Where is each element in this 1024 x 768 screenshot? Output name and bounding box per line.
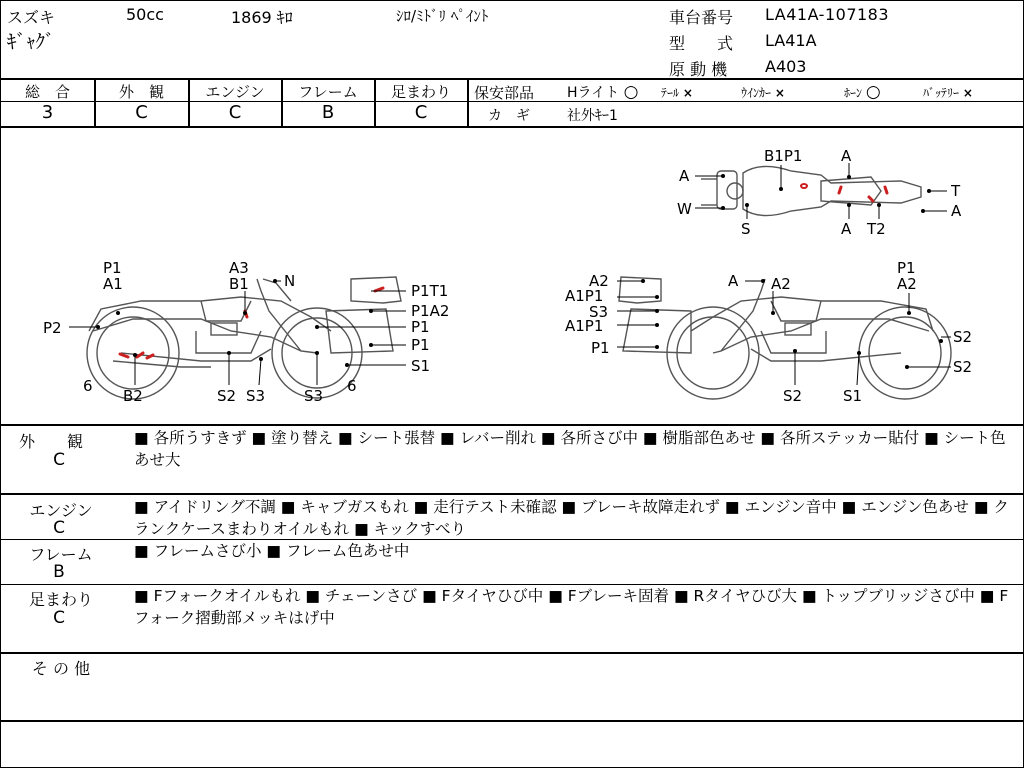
divider <box>1 720 1023 722</box>
divider <box>1 78 1023 80</box>
label-s2-right-a: S2 <box>953 328 973 346</box>
safety-item-battery: ﾊﾞｯﾃﾘｰ × <box>923 86 973 100</box>
label-a-top-4: A <box>951 202 962 220</box>
pointer-dots <box>96 174 943 369</box>
top-view-bike-outline <box>701 166 921 215</box>
label-p1-right-top: P1 <box>897 259 916 277</box>
section-frame-grade: B <box>53 562 65 582</box>
maker: スズキ <box>7 8 56 27</box>
safety-item-horn: ﾎｰﾝ ○ <box>844 82 881 102</box>
section-frame-text: ■ フレームさび小 ■ フレーム色あせ中 <box>134 542 410 560</box>
divider <box>467 101 1023 102</box>
label-p1-left-a: P1 <box>411 318 430 336</box>
exterior-score: C <box>135 102 148 123</box>
frame-number-label: 車台番号 <box>669 8 734 27</box>
label-6-right: 6 <box>347 377 357 395</box>
label-s2-right-c: S2 <box>783 387 803 405</box>
label-a2-right-top: A2 <box>897 275 917 293</box>
ok-mark-icon: ○ <box>865 82 881 102</box>
divider <box>1 424 1023 426</box>
section-suspension-label: 足まわり <box>28 590 93 609</box>
label-b2: B2 <box>123 387 143 405</box>
label-n: N <box>284 272 296 290</box>
label-p1-left: P1 <box>103 259 122 277</box>
label-b1-left: B1 <box>229 275 249 293</box>
section-suspension-grade: C <box>53 608 65 628</box>
mileage: 1869 ｷﾛ <box>231 8 293 27</box>
engine-score: C <box>228 102 242 123</box>
label-w-top: W <box>677 200 692 218</box>
displacement: 50cc <box>126 5 164 24</box>
safety-item-headlight: Hライト ○ <box>567 82 639 102</box>
label-6-left: 6 <box>83 377 93 395</box>
overall-score-label: 総 合 <box>24 83 70 101</box>
engine-score-label: エンジン <box>205 83 265 101</box>
label-a1p1-right-a: A1P1 <box>565 287 604 305</box>
divider <box>1 652 1023 654</box>
label-s2-left: S2 <box>217 387 237 405</box>
label-a1p1-right-b: A1P1 <box>565 317 604 335</box>
paint: ｼﾛ/ﾐﾄﾞﾘ ﾍﾟｲﾝﾄ <box>396 7 489 25</box>
label-a1-left: A1 <box>103 275 123 293</box>
label-a2-right-b: A2 <box>771 275 791 293</box>
label-a3: A3 <box>229 259 249 277</box>
label-p1-right: P1 <box>591 339 610 357</box>
label-p2: P2 <box>43 319 62 337</box>
key-value: 社外ｷｰ1 <box>567 108 618 124</box>
label-b1p1-top: B1P1 <box>764 147 803 165</box>
label-s3-right: S3 <box>589 303 609 321</box>
engine-value: A403 <box>765 57 807 76</box>
safety-item-tail: ﾃｰﾙ × <box>661 86 693 100</box>
suspension-score: C <box>414 102 428 123</box>
label-a2-right: A2 <box>589 272 609 290</box>
label-a-right: A <box>728 272 739 290</box>
type-label: 型 式 <box>669 34 734 53</box>
section-frame-label: フレーム <box>29 545 93 564</box>
key-label: カ ギ <box>488 108 530 124</box>
section-engine-text: ■ アイドリング不調 ■ キャブガスもれ ■ 走行テスト未確認 ■ ブレーキ故障走れず ■ エンジン音中 ■ エンジン色あせ ■ クランクケースまわりオイルもれ ■ キックすべり <box>134 498 1009 538</box>
ng-mark-icon: × <box>682 86 693 100</box>
frame-number: LA41A-107183 <box>765 5 890 24</box>
ok-mark-icon: ○ <box>623 82 639 102</box>
exterior-score-label: 外 観 <box>118 83 164 101</box>
divider <box>1 493 1023 495</box>
label-s1-left: S1 <box>411 357 431 375</box>
frame-score-label: フレーム <box>298 83 358 101</box>
pointer-lines <box>69 163 951 385</box>
section-engine-label: エンジン <box>29 501 93 520</box>
suspension-score-label: 足まわり <box>390 83 451 101</box>
type-value: LA41A <box>765 31 817 50</box>
label-s1-right: S1 <box>843 387 863 405</box>
label-a-top-2: A <box>679 167 690 185</box>
label-a-top-3: A <box>841 220 852 238</box>
label-s-top: S <box>741 220 751 238</box>
label-p1-left-b: P1 <box>411 336 430 354</box>
ng-mark-icon: × <box>774 86 785 100</box>
label-s2-right-b: S2 <box>953 358 973 376</box>
section-exterior-label: 外 観 <box>18 432 83 451</box>
section-exterior-text: ■ 各所うすきず ■ 塗り替え ■ シート張替 ■ レバー削れ ■ 各所さび中 ■ 樹脂部色あせ ■ 各所ステッカー貼付 ■ シート色あせ大 <box>134 429 1006 469</box>
safety-label: 保安部品 <box>474 84 535 102</box>
bike-damage-diagram <box>1 128 1023 424</box>
section-suspension-text: ■ Fフォークオイルもれ ■ チェーンさび ■ Fタイヤひび中 ■ Fブレーキ固着 ■ Rタイヤひび大 ■ トップブリッジさび中 ■ Fフォーク摺動部メッキはげ中 <box>134 587 1009 627</box>
section-exterior-grade: C <box>53 450 65 470</box>
section-other-label: そ の 他 <box>31 659 91 678</box>
label-p1a2-left: P1A2 <box>411 302 450 320</box>
label-s3-left-b: S3 <box>304 387 324 405</box>
engine-label: 原 動 機 <box>669 60 728 79</box>
frame-score: B <box>321 102 335 123</box>
divider <box>467 78 469 126</box>
safety-item-winker: ｳｲﾝｶｰ × <box>741 86 785 100</box>
label-t2-top: T2 <box>867 220 886 238</box>
model-name: ｷﾞｬｸﾞ <box>7 31 55 53</box>
ng-mark-icon: × <box>962 86 973 100</box>
label-p1t1: P1T1 <box>411 282 449 300</box>
label-s3-left-a: S3 <box>246 387 266 405</box>
label-t-top: T <box>951 182 961 200</box>
overall-score: 3 <box>41 102 54 123</box>
section-engine-grade: C <box>53 518 65 538</box>
label-a-top-1: A <box>841 147 852 165</box>
right-side-bike-outline <box>619 277 951 399</box>
